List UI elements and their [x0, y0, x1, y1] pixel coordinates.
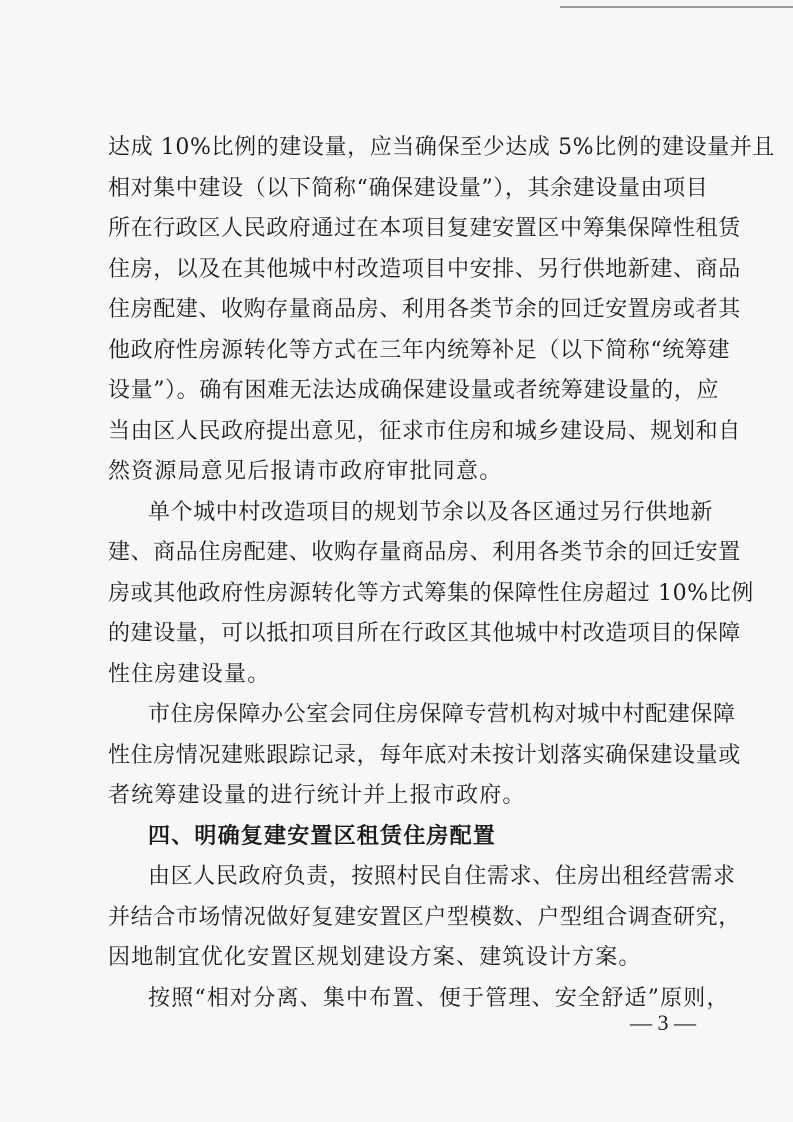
text-line: 设量”）。确有困难无法达成确保建设量或者统筹建设量的，应	[108, 378, 720, 403]
text-line: 单个城中村改造项目的规划节余以及各区通过另行供地新	[148, 499, 714, 525]
text-line: 市住房保障办公室会同住房保障专营机构对城中村配建保障	[148, 702, 736, 727]
text-line: 按照“相对分离、集中布置、便于管理、安全舒适”原则，	[148, 985, 730, 1011]
text-line: 因地制宜优化安置区规划建设方案、建筑设计方案。	[108, 945, 642, 970]
text-line: 性住房建设量。	[108, 661, 271, 687]
text-line: 由区人民政府负责，按照村民自住需求、住房出租经营需求	[148, 864, 736, 889]
text-line: 房或其他政府性房源转化等方式筹集的保障性住房超过 10%比例	[108, 580, 754, 606]
document-body	[108, 128, 775, 1019]
scan-edge-line	[560, 6, 793, 8]
text-line: 当由区人民政府提出意见，征求市住房和城乡建设局、规划和自	[108, 418, 741, 444]
text-line: 的建设量，可以抵扣项目所在行政区其他城中村改造项目的保障	[108, 621, 741, 646]
text-line: 所在行政区人民政府通过在本项目复建安置区中筹集保障性租赁	[108, 216, 741, 241]
paragraph	[108, 128, 775, 493]
text-line: 达成 10%比例的建设量，应当确保至少达成 5%比例的建设量并且	[108, 135, 775, 160]
text-line: 性住房情况建账跟踪记录，每年底对未按计划落实确保建设量或	[108, 742, 741, 768]
text-line: 相对集中建设（以下简称“确保建设量”），其余建设量由项目	[108, 175, 709, 201]
text-line: 然资源局意见后报请市政府审批同意。	[108, 459, 503, 484]
section-heading	[108, 817, 708, 858]
paragraph	[108, 695, 741, 817]
text-line: 四、明确复建安置区租赁住房配置	[148, 823, 497, 849]
text-line: 建、商品住房配建、收购存量商品房、利用各类节余的回迁安置	[108, 540, 741, 565]
paragraph	[108, 979, 730, 1020]
text-line: 他政府性房源转化等方式在三年内统筹补足（以下简称“统筹建	[108, 337, 731, 363]
paragraph	[108, 493, 754, 696]
text-line: 并结合市场情况做好复建安置区户型模数、户型组合调查研究，	[108, 904, 741, 930]
page-number: — 3 —	[630, 1010, 696, 1035]
text-line: 住房配建、收购存量商品房、利用各类节余的回迁安置房或者其	[108, 297, 741, 322]
text-line: 者统筹建设量的进行统计并上报市政府。	[108, 783, 526, 808]
paragraph	[108, 857, 741, 979]
text-line: 住房，以及在其他城中村改造项目中安排、另行供地新建、商品	[108, 256, 741, 282]
